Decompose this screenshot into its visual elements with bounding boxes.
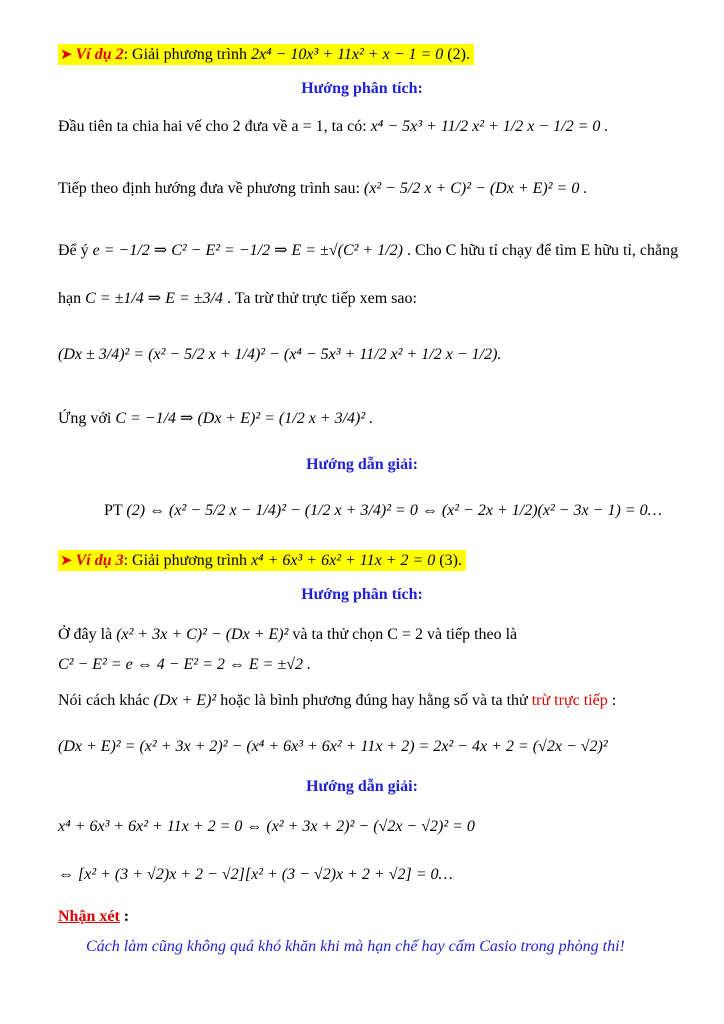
paragraph-6-math: C = −1/4 ⇒ (Dx + E)² = (1/2 x + 3/4)² . (115, 410, 374, 427)
remark-colon: : (123, 908, 130, 925)
paragraph-10 (58, 690, 694, 712)
solution-heading-2: Hướng dẫn giải: (306, 778, 418, 795)
paragraph-4-lead: hạn (58, 290, 82, 307)
paragraph-1-math: x⁴ − 5x³ + 11/2 x² + 1/2 x − 1/2 = 0 . (370, 118, 609, 135)
paragraph-10-red: trừ trực tiếp (531, 692, 608, 709)
remark-heading (58, 906, 694, 928)
paragraph-11 (58, 736, 694, 758)
paragraph-8-math: (x² + 3x + C)² − (Dx + E)² (116, 626, 289, 643)
paragraph-10-lead: Nói cách khác (58, 692, 150, 709)
paragraph-9-math: C² − E² = e ⇔ 4 − E² = 2 ⇔ E = ±√2 . (58, 656, 312, 673)
arrow-right-icon: ➤ (60, 553, 73, 569)
paragraph-8 (58, 624, 694, 646)
paragraph-7-math: (2) ⇔ (x² − 5/2 x − 1/4)² − (1/2 x + 3/4)² = 0 ⇔ (x² − 2x + 1/2)(x² − 3x − 1) = 0… (126, 502, 662, 519)
paragraph-4-text: . Ta trừ thử trực tiếp xem sao: (227, 290, 417, 307)
solution-heading-1: Hướng dẫn giải: (306, 456, 418, 473)
example-2-highlight (58, 44, 474, 65)
paragraph-5 (58, 344, 694, 366)
paragraph-7-lead: PT (104, 502, 123, 519)
example-2-header (58, 44, 694, 66)
paragraph-3 (58, 240, 694, 262)
example-3-label: Ví dụ 3 (75, 552, 124, 569)
paragraph-10-math: (Dx + E)² (153, 692, 217, 709)
paragraph-6 (58, 408, 694, 430)
example-3-highlight (58, 550, 466, 571)
paragraph-4 (58, 288, 694, 310)
paragraph-10-text: hoặc là bình phương đúng hay hằng số và ta thử (220, 692, 528, 709)
paragraph-2 (58, 178, 694, 200)
analysis-heading-2: Hướng phân tích: (301, 586, 423, 603)
paragraph-10-tail: : (611, 692, 617, 709)
paragraph-3-math: e = −1/2 ⇒ C² − E² = −1/2 ⇒ E = ±√(C² + 1/2) (92, 242, 403, 259)
paragraph-5-math: (Dx ± 3/4)² = (x² − 5/2 x + 1/4)² − (x⁴ − 5x³ + 11/2 x² + 1/2 x − 1/2). (58, 346, 502, 363)
analysis-heading-1: Hướng phân tích: (301, 80, 423, 97)
example-3-equation: x⁴ + 6x³ + 6x² + 11x + 2 = 0 (250, 552, 436, 569)
paragraph-9 (58, 654, 694, 676)
paragraph-6-lead: Ứng với (58, 410, 112, 427)
example-2-tag: (2). (447, 46, 470, 63)
remark-label: Nhận xét (58, 908, 120, 925)
paragraph-3-lead: Để ý (58, 242, 89, 259)
example-3-header (58, 550, 694, 572)
paragraph-12 (58, 816, 694, 838)
arrow-right-icon: ➤ (60, 47, 73, 63)
remark-text: Cách làm cũng không quá khó khăn khi mà hạn chế hay cấm Casio trong phòng thi! (86, 938, 625, 955)
paragraph-7 (104, 500, 694, 522)
paragraph-13-math: ⇔ [x² + (3 + √2)x + 2 − √2][x² + (3 − √2)x + 2 + √2] = 0… (58, 866, 453, 883)
example-3-tag: (3). (439, 552, 462, 569)
example-2-label: Ví dụ 2 (75, 46, 124, 63)
paragraph-3-text: . Cho C hữu tỉ chạy để tìm E hữu tỉ, chẳng (406, 242, 679, 259)
remark-body (86, 936, 694, 958)
example-3-text: : Giải phương trình (123, 552, 247, 569)
paragraph-1 (58, 116, 694, 138)
paragraph-8-lead: Ở đây là (58, 626, 113, 643)
example-2-text: : Giải phương trình (123, 46, 247, 63)
paragraph-8-text: và ta thử chọn C = 2 và tiếp theo là (292, 626, 518, 643)
paragraph-12-math: x⁴ + 6x³ + 6x² + 11x + 2 = 0 ⇔ (x² + 3x + 2)² − (√2x − √2)² = 0 (58, 818, 475, 835)
example-2-equation: 2x⁴ − 10x³ + 11x² + x − 1 = 0 (250, 46, 444, 63)
paragraph-2-text: Tiếp theo định hướng đưa về phương trình sau: (58, 180, 360, 197)
paragraph-1-text: Đầu tiên ta chia hai vế cho 2 đưa về a = 1, ta có: (58, 118, 367, 135)
paragraph-2-math: (x² − 5/2 x + C)² − (Dx + E)² = 0 . (363, 180, 588, 197)
paragraph-13 (58, 864, 694, 886)
paragraph-11-math: (Dx + E)² = (x² + 3x + 2)² − (x⁴ + 6x³ + 6x² + 11x + 2) = 2x² − 4x + 2 = (√2x − √2)² (58, 738, 608, 755)
paragraph-4-math: C = ±1/4 ⇒ E = ±3/4 (85, 290, 224, 307)
